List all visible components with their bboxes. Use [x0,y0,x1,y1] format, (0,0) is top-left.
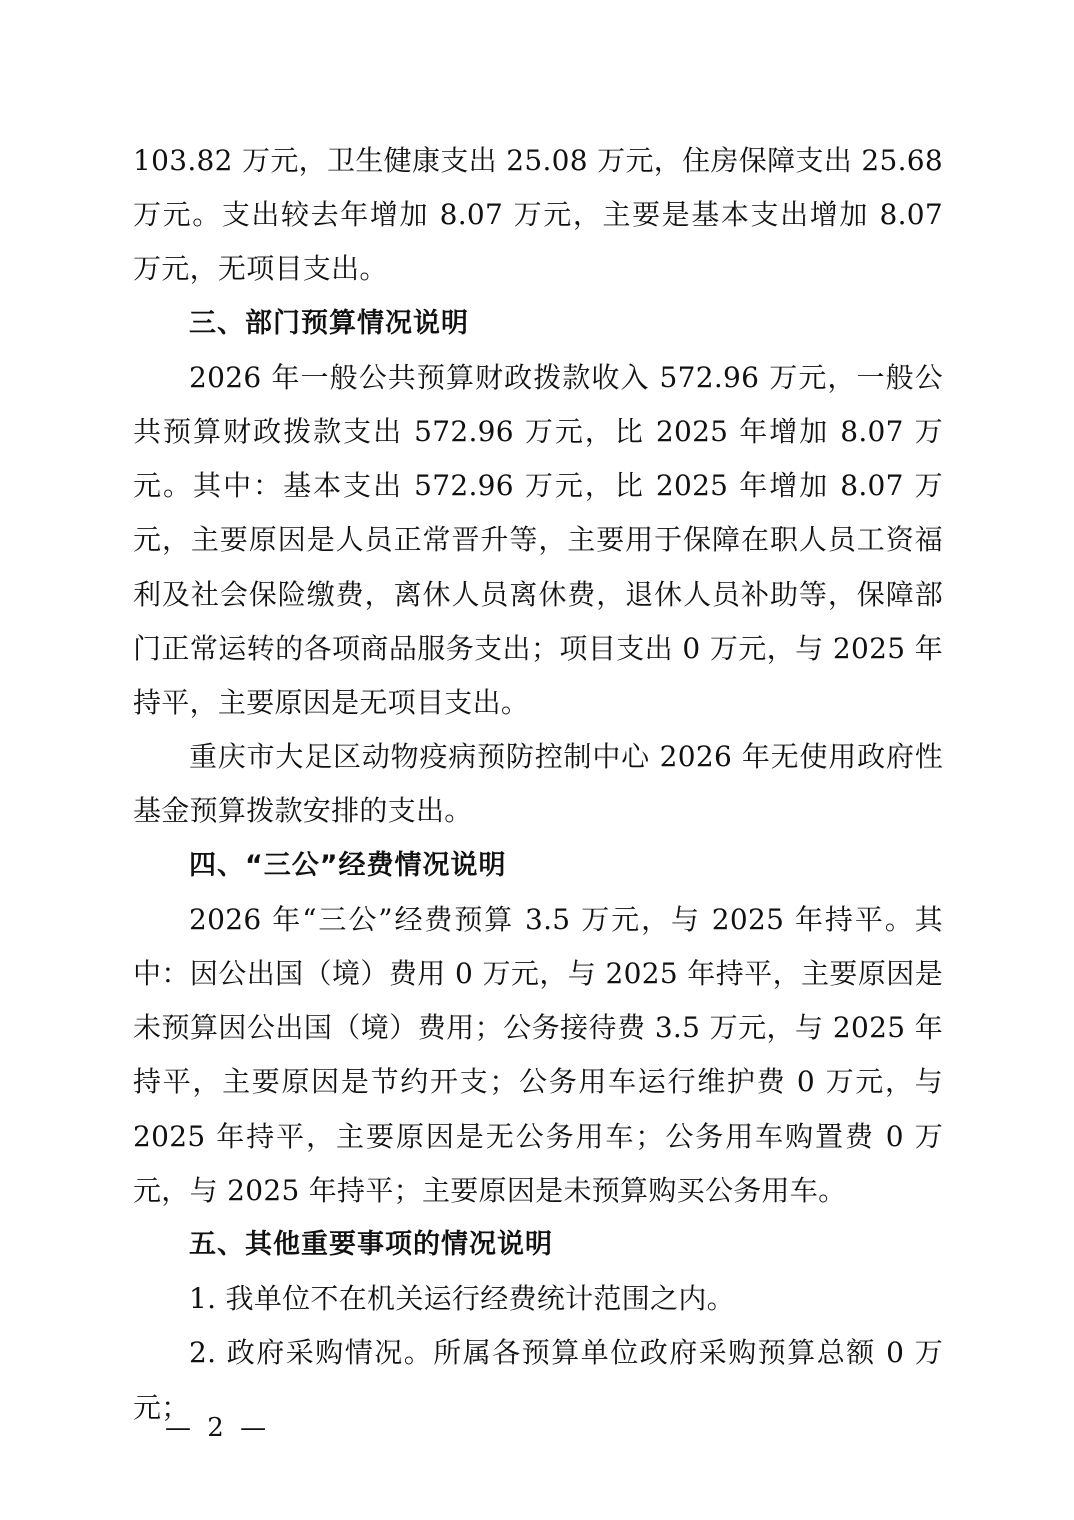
paragraph-item-2: 2. 政府采购情况。所属各预算单位政府采购预算总额 0 万元； [133,1336,943,1424]
paragraph-expenditure-continuation: 103.82 万元，卫生健康支出 25.08 万元，住房保障支出 25.68 万元。支出较去年增加 8.07 万元，主要是基本支出增加 8.07 万元，无项目支出。 [133,144,943,286]
section-heading-other-matters: 五、其他重要事项的情况说明 [189,1229,553,1261]
section-heading-three-public-expenses: 四、“三公”经费情况说明 [189,849,507,881]
paragraph-three-public-expenses: 2026 年“三公”经费预算 3.5 万元，与 2025 年持平。其中：因公出国（境）费用 0 万元，与 2025 年持平，主要原因是未预算因公出国（境）费用；公务接待费 3.5 万元，与 2025 年持平，主要原因是节约开支；公务用车运行维护费 0 万元，与 2025 年持平，主要原因是无公务用车；公务用车购置费 0 万元，与 2025 年持平；主要原因是未预算购买公务用车。 [133,902,943,1207]
document-body [133,134,943,1435]
paragraph-government-fund: 重庆市大足区动物疫病预防控制中心 2026 年无使用政府性基金预算拨款安排的支出。 [133,740,943,828]
section-heading-department-budget: 三、部门预算情况说明 [189,307,469,339]
paragraph-item-1: 1. 我单位不在机关运行经费统计范围之内。 [189,1282,735,1316]
page-number: — 2 — [165,1413,271,1443]
paragraph-general-budget: 2026 年一般公共预算财政拨款收入 572.96 万元，一般公共预算财政拨款支出 572.96 万元，比 2025 年增加 8.07 万元。其中：基本支出 572.96 万元，比 2025 年增加 8.07 万元，主要原因是人员正常晋升等，主要用于保障在职人员工资福利及社会保险缴费，离休人员离休费，退休人员补助等，保障部门正常运转的各项商品服务支出；项目支出 0 万元，与 2025 年持平，主要原因是无项目支出。 [133,360,943,720]
